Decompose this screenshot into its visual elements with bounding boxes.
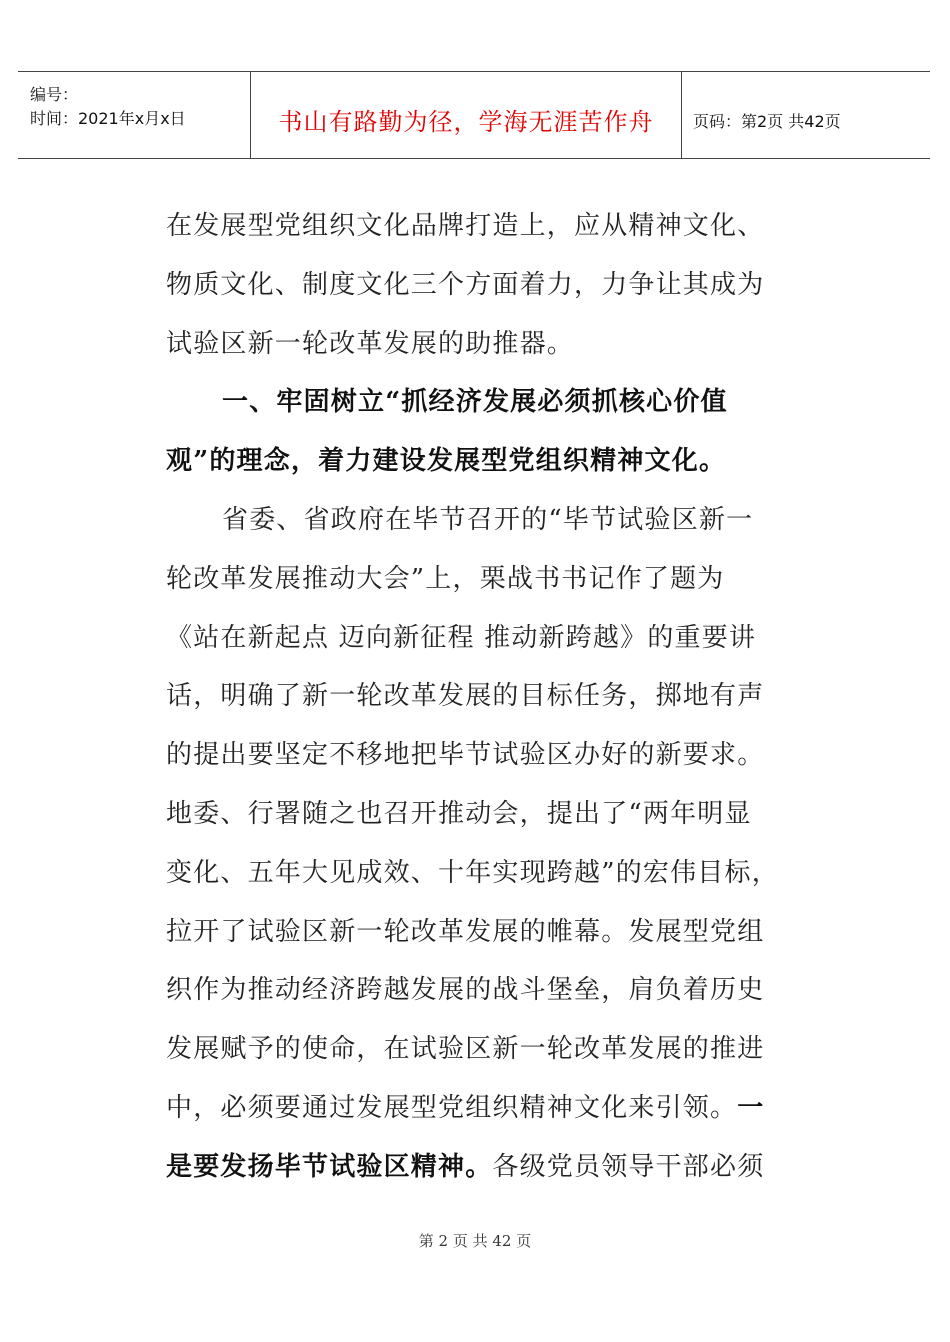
header-motto-cell [250,72,682,158]
body-line: 变化、五年大见成效、十年实现跨越”的宏伟目标， [166,857,779,888]
header-motto: 书山有路勤为径，学海无涯苦作舟 [278,108,654,136]
body-line [166,1079,788,1138]
body-line: 轮改革发展推动大会”上，栗战书书记作了题为 [166,563,725,594]
body-line: 拉开了试验区新一轮改革发展的帷幕。发展型党组 [166,916,765,947]
document-number-label: 编号： [30,85,79,104]
document-date: 时间：2021年x月x日 [30,109,186,128]
bold-lead-in: 是要发扬毕节试验区精神。 [166,1151,493,1182]
body-line: 话，明确了新一轮改革发展的目标任务，掷地有声 [166,681,765,712]
body-line: 试验区新一轮改革发展的助推器。 [166,328,575,359]
page-footer: 第 2 页 共 42 页 [418,1232,532,1250]
body-line [166,1138,788,1197]
bold-lead-in: 一 [737,1092,765,1123]
body-line: 地委、行署随之也召开推动会，提出了“两年明显 [166,798,752,829]
section-heading-line: 观”的理念，着力建设发展型党组织精神文化。 [166,446,727,477]
body-line: 省委、省政府在毕节召开的“毕节试验区新一 [222,504,754,535]
body-line-text: 各级党员领导干部必须 [492,1151,765,1182]
body-line: 发展赋予的使命，在试验区新一轮改革发展的推进 [166,1034,765,1065]
document-header [18,71,930,159]
header-page-code: 页码：第2页 共42页 [693,112,841,131]
header-meta-cell [18,72,250,158]
body-line: 的提出要坚定不移地把毕节试验区办好的新要求。 [166,740,765,771]
body-line: 在发展型党组织文化品牌打造上，应从精神文化、 [166,211,765,241]
section-heading-line: 一、牢固树立“抓经济发展必须抓核心价值 [222,387,728,418]
body-line: 《站在新起点 迈向新征程 推动新跨越》的重要讲 [166,622,757,653]
header-page-cell [681,72,930,158]
body-line-text: 中，必须要通过发展型党组织精神文化来引领。 [166,1092,738,1123]
body-line: 物质文化、制度文化三个方面着力，力争让其成为 [166,269,765,300]
body-line: 织作为推动经济跨越发展的战斗堡垒，肩负着历史 [166,975,765,1006]
document-body [166,197,788,1197]
